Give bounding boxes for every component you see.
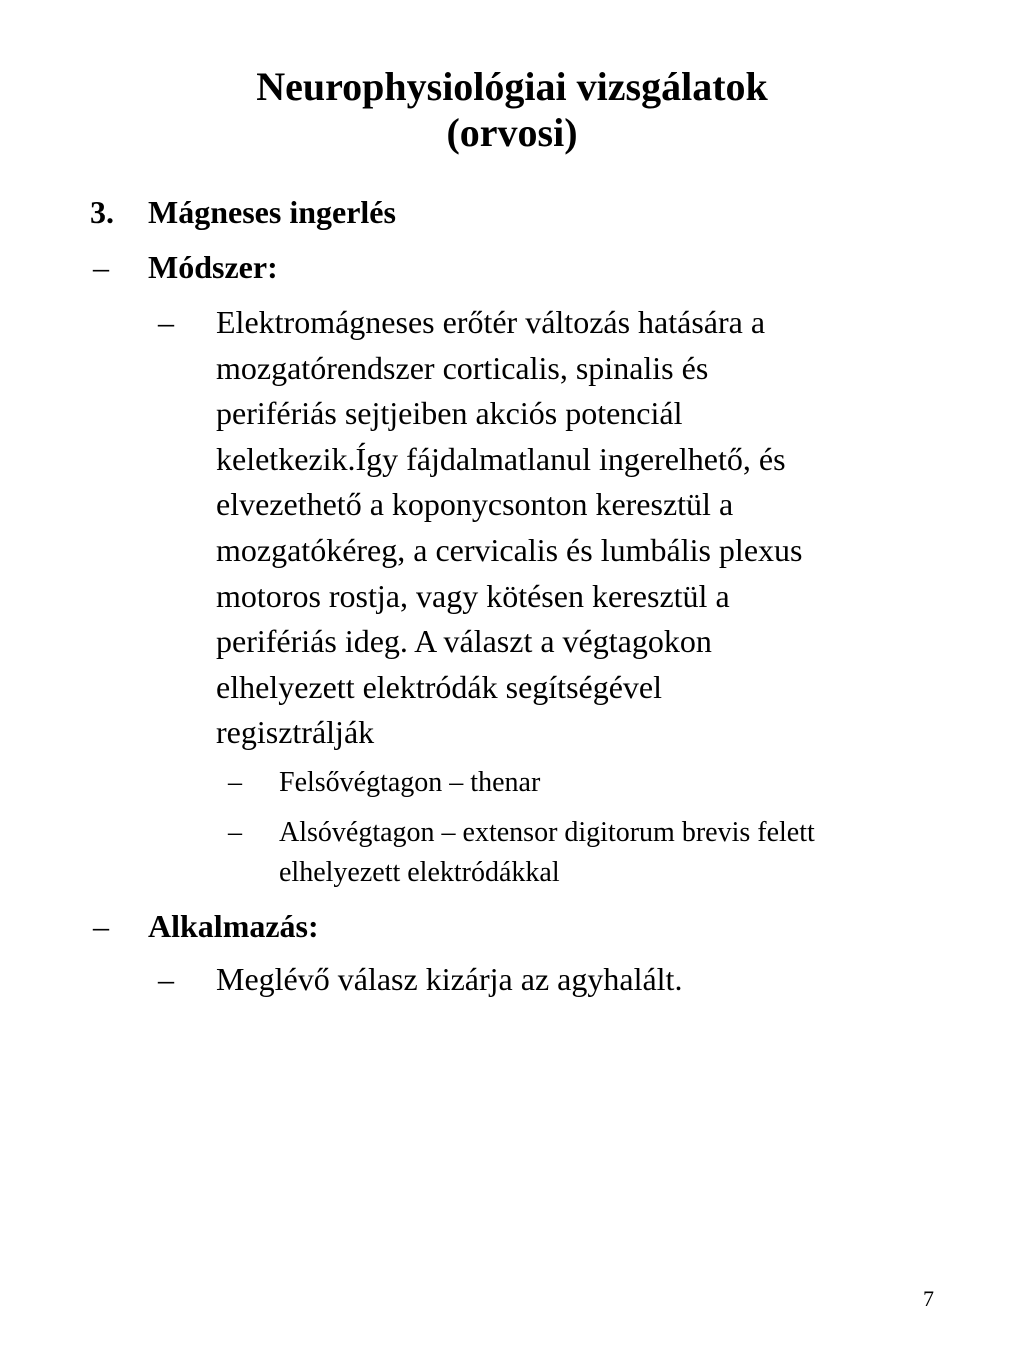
application-item-text: Meglévő válasz kizárja az agyhalált. <box>216 961 683 997</box>
method-description-line: motoros rostja, vagy kötésen keresztül a <box>216 577 730 614</box>
subitem-lower-limb-line-1: Alsóvégtagon – extensor digitorum brevis felett <box>279 817 815 848</box>
method-description-line: keletkezik.Így fájdalmatlanul ingerelhető, és <box>216 440 786 477</box>
section-number: 3. <box>90 194 114 230</box>
method-description-line: mozgatórendszer corticalis, spinalis és <box>216 349 709 386</box>
method-description-line: perifériás sejtjeiben akciós potenciál <box>216 395 683 432</box>
method-description-line: Elektromágneses erőtér változás hatására a <box>216 304 766 340</box>
method-label: Módszer: <box>148 249 278 285</box>
slide-title-line-2: (orvosi) <box>446 110 578 155</box>
method-description-line: mozgatókéreg, a cervicalis és lumbális plexus <box>216 532 803 568</box>
method-item-bullet: – <box>158 304 174 340</box>
slide-title <box>0 64 1024 156</box>
method-description-line: elhelyezett elektródák segítségével <box>216 668 663 705</box>
method-description-line: regisztrálják <box>216 714 375 751</box>
subitem-bullet: – <box>228 817 242 848</box>
application-bullet: – <box>93 908 109 944</box>
application-item-bullet: – <box>158 961 174 997</box>
section-heading: Mágneses ingerlés <box>148 194 396 230</box>
subitem-lower-limb-line-2: elhelyezett elektródákkal <box>279 857 560 888</box>
subitem-upper-limb: Felsővégtagon – thenar <box>279 767 541 798</box>
method-bullet: – <box>93 249 109 285</box>
method-description-line: perifériás ideg. A választ a végtagokon <box>216 623 712 660</box>
page-number: 7 <box>923 1286 934 1311</box>
slide-title-line-1: Neurophysiológiai vizsgálatok <box>256 64 768 109</box>
application-label: Alkalmazás: <box>148 908 319 944</box>
method-description-line: elvezethető a koponycsonton keresztül a <box>216 486 734 523</box>
subitem-bullet: – <box>228 767 242 798</box>
